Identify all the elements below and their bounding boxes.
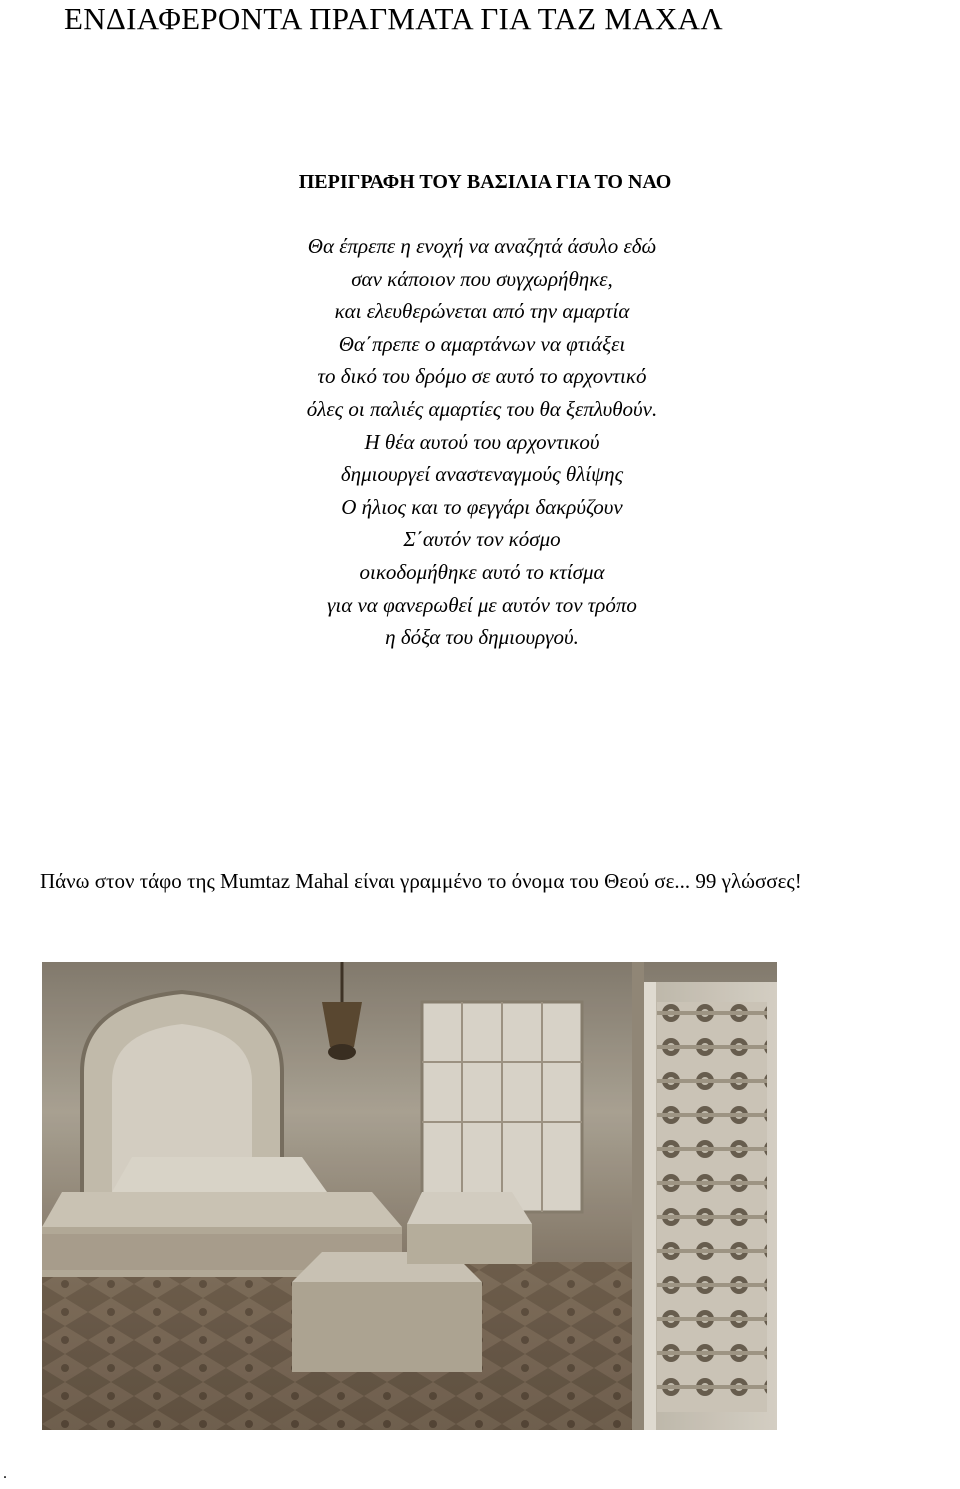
stray-mark: . — [3, 1465, 7, 1482]
poem-line: Θα΄πρεπε ο αμαρτάνων να φτιάξει — [338, 331, 626, 356]
poem-line: Σ΄αυτόν τον κόσμο — [403, 527, 561, 552]
poem-line: για να φανερωθεί με αυτόν τον τρόπο — [327, 592, 637, 617]
tomb-interior-photo — [42, 962, 777, 1430]
document-title: ΕΝΔΙΑΦΕΡΟΝΤΑ ΠΡΑΓΜΑΤΑ ΓΙΑ ΤΑΖ ΜΑΧΑΛ — [64, 1, 724, 36]
photo-illustration — [42, 962, 777, 1430]
poem — [0, 230, 960, 654]
poem-line: το δικό του δρόμο σε αυτό το αρχοντικό — [317, 364, 647, 389]
poem-line: Ο ήλιος και το φεγγάρι δακρύζουν — [341, 494, 623, 519]
section-subtitle: ΠΕΡΙΓΡΑΦΗ ΤΟΥ ΒΑΣΙΛΙΑ ΓΙΑ ΤΟ ΝΑΟ — [298, 171, 672, 193]
tomb-note: Πάνω στον τάφο της Mumtaz Mahal είναι γραμμένο το όνομα του Θεού σε... 99 γλώσσες! — [40, 869, 802, 893]
poem-line: δημιουργεί αναστεναγμούς θλίψης — [340, 462, 624, 487]
poem-line: Θα έπρεπε η ενοχή να αναζητά άσυλο εδώ — [307, 234, 657, 258]
poem-line: σαν κάποιον που συγχωρήθηκε, — [351, 266, 613, 291]
poem-line: η δόξα του δημιουργού. — [385, 625, 579, 650]
poem-line: οικοδομήθηκε αυτό το κτίσμα — [359, 559, 605, 584]
poem-line: και ελευθερώνεται από την αμαρτία — [334, 299, 630, 324]
poem-line: Η θέα αυτού του αρχοντικού — [364, 429, 600, 454]
poem-line: όλες οι παλιές αμαρτίες του θα ξεπλυθούν. — [306, 396, 658, 421]
